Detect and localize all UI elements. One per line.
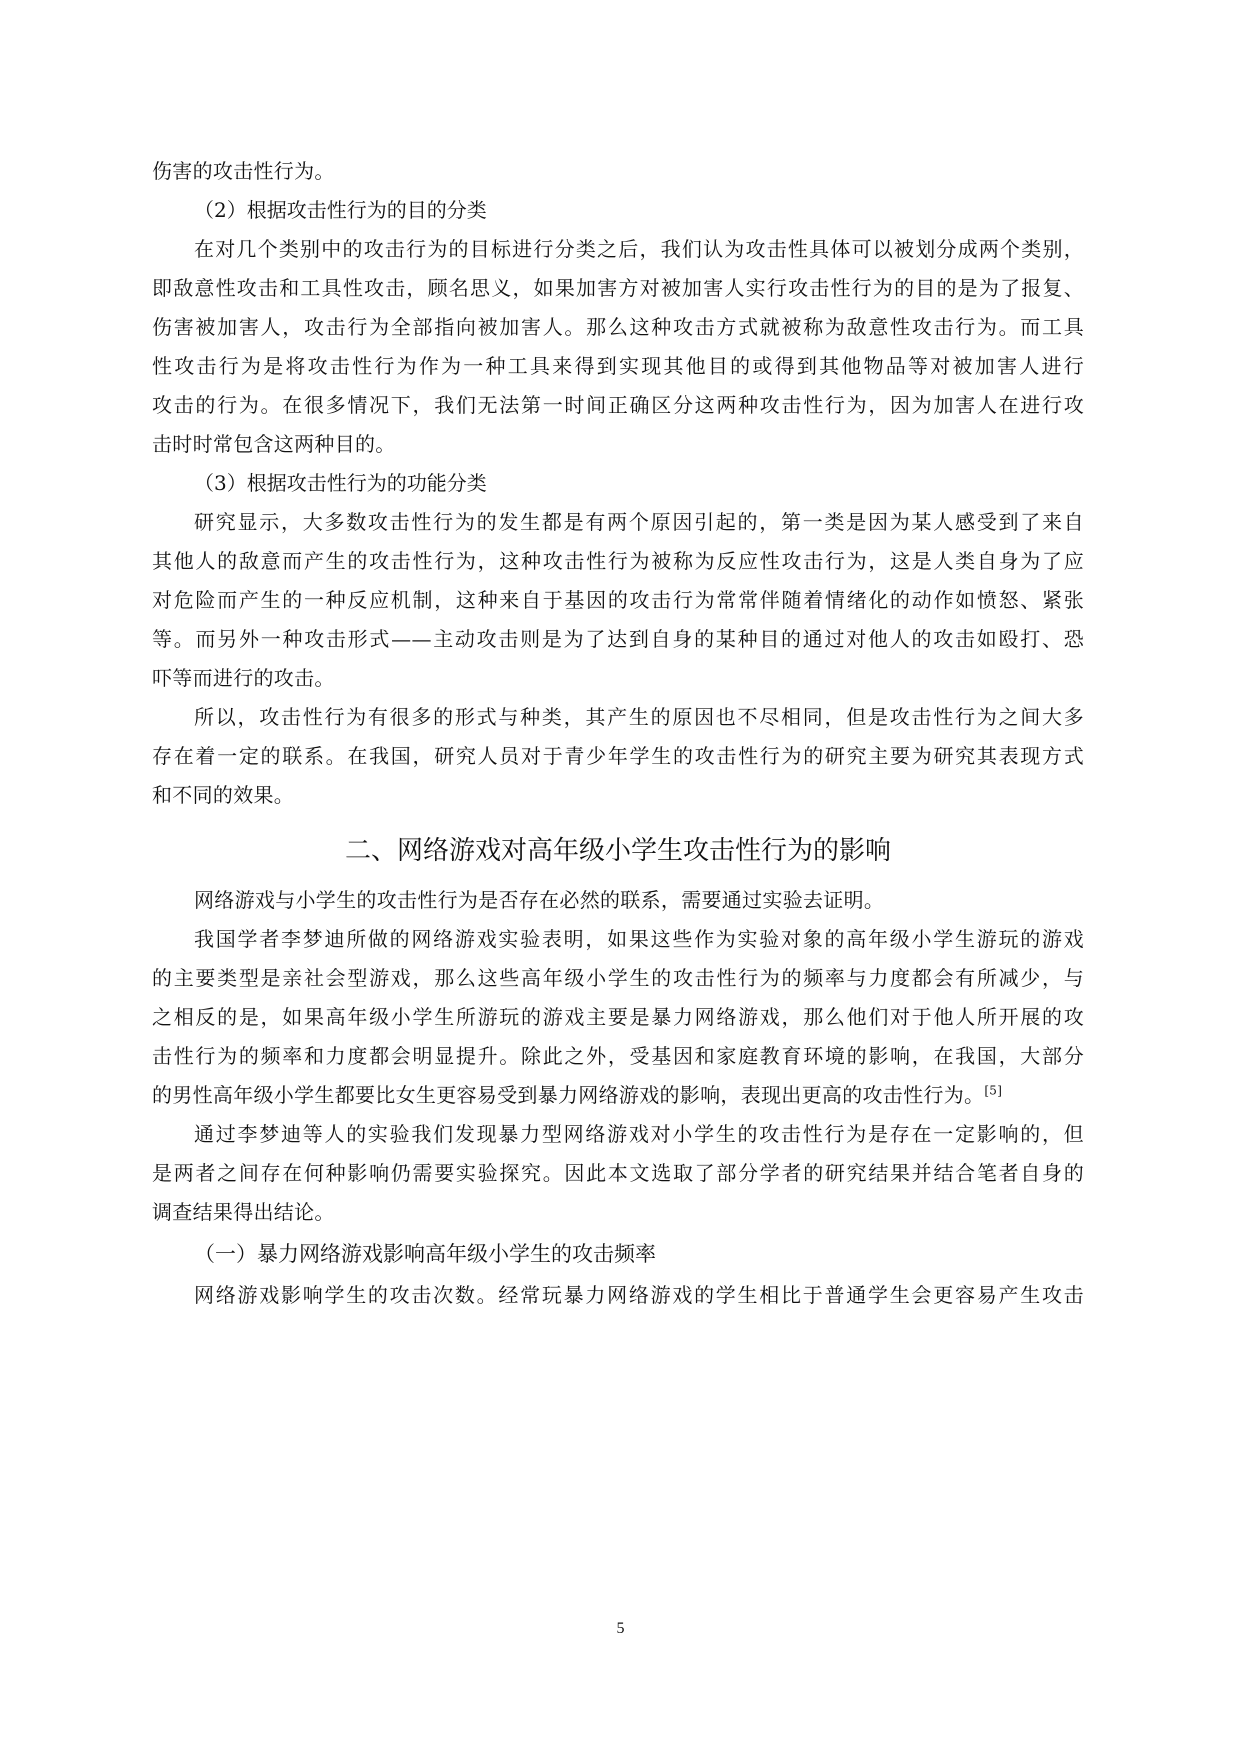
paragraph-line: 对危险而产生的一种反应机制，这种来自于基因的攻击行为常常伴随着情绪化的动作如愤怒、紧张 (152, 588, 1084, 612)
paragraph-line: 调查结果得出结论。 (152, 1200, 335, 1224)
paragraph-line-text: 的男性高年级小学生都要比女生更容易受到暴力网络游戏的影响，表现出更高的攻击性行为。 (152, 1083, 985, 1107)
subheading-function-classification: （3）根据攻击性行为的功能分类 (194, 471, 487, 495)
paragraph-summary (152, 698, 1084, 815)
paragraph-line: 的主要类型是亲社会型游戏，那么这些高年级小学生的攻击性行为的频率与力度都会有所减少，与 (152, 966, 1084, 990)
paragraph-line: 之相反的是，如果高年级小学生所游玩的游戏主要是暴力网络游戏，那么他们对于他人所开展的攻 (152, 1005, 1084, 1029)
paragraph-line: 研究显示，大多数攻击性行为的发生都是有两个原因引起的，第一类是因为某人感受到了来自 (194, 510, 1084, 534)
section-heading: 二、网络游戏对高年级小学生攻击性行为的影响 (344, 836, 891, 866)
paragraph-line: 伤害被加害人，攻击行为全部指向被加害人。那么这种攻击方式就被称为敌意性攻击行为。而工具 (152, 315, 1084, 339)
paragraph-line: 其他人的敌意而产生的攻击性行为，这种攻击性行为被称为反应性攻击行为，这是人类自身为了应 (152, 549, 1084, 573)
paragraph-line: 所以，攻击性行为有很多的形式与种类，其产生的原因也不尽相同，但是攻击性行为之间大多 (194, 705, 1084, 729)
paragraph-line: 伤害的攻击性行为。 (152, 159, 335, 183)
paragraph-experiment (152, 920, 1084, 1115)
subheading-purpose-classification: （2）根据攻击性行为的目的分类 (194, 198, 487, 222)
paragraph-line: 我国学者李梦迪所做的网络游戏实验表明，如果这些作为实验对象的高年级小学生游玩的游戏 (194, 927, 1084, 951)
page-content (152, 152, 1084, 1315)
paragraph-line: 网络游戏影响学生的攻击次数。经常玩暴力网络游戏的学生相比于普通学生会更容易产生攻击 (194, 1283, 1084, 1307)
paragraph-line: 是两者之间存在何种影响仍需要实验探究。因此本文选取了部分学者的研究结果并结合笔者自身的 (152, 1161, 1084, 1185)
paragraph-conclusion (152, 1115, 1084, 1232)
paragraph-purpose (152, 230, 1084, 464)
paragraph-line: 存在着一定的联系。在我国，研究人员对于青少年学生的攻击性行为的研究主要为研究其表现方式 (152, 744, 1084, 768)
citation-reference: [5] (984, 1083, 1003, 1098)
paragraph-line: 击时时常包含这两种目的。 (152, 432, 396, 456)
paragraph-line: 和不同的效果。 (152, 783, 295, 807)
paragraph-line (152, 1076, 1084, 1115)
paragraph-line: 通过李梦迪等人的实验我们发现暴力型网络游戏对小学生的攻击性行为是存在一定影响的，但 (194, 1122, 1084, 1146)
paragraph-line: 性攻击行为是将攻击性行为作为一种工具来得到实现其他目的或得到其他物品等对被加害人进行 (152, 354, 1084, 378)
paragraph-line: 网络游戏与小学生的攻击性行为是否存在必然的联系，需要通过实验去证明。 (194, 888, 885, 912)
paragraph-line: 即敌意性攻击和工具性攻击，顾名思义，如果加害方对被加害人实行攻击性行为的目的是为了报复、 (152, 276, 1084, 300)
paragraph-line: 攻击的行为。在很多情况下，我们无法第一时间正确区分这两种攻击性行为，因为加害人在进行攻 (152, 393, 1084, 417)
paragraph-frequency (152, 1276, 1084, 1315)
paragraph-line: 击性行为的频率和力度都会明显提升。除此之外，受基因和家庭教育环境的影响，在我国，大部分 (152, 1044, 1084, 1068)
page-number: 5 (616, 1620, 625, 1637)
paragraph-line: 吓等而进行的攻击。 (152, 666, 335, 690)
subsection-heading: （一）暴力网络游戏影响高年级小学生的攻击频率 (194, 1242, 656, 1266)
paragraph-line: 等。而另外一种攻击形式——主动攻击则是为了达到自身的某种目的通过对他人的攻击如殴打、恐 (152, 627, 1084, 651)
paragraph-function (152, 503, 1084, 698)
paragraph-intro (152, 881, 1084, 920)
paragraph-line: 在对几个类别中的攻击行为的目标进行分类之后，我们认为攻击性具体可以被划分成两个类别， (194, 237, 1084, 261)
